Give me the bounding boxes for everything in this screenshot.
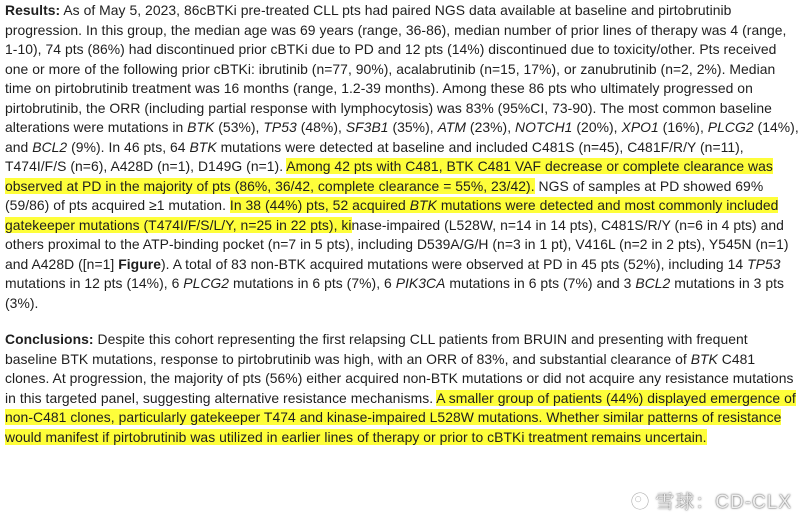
text-run: BCL2	[635, 275, 671, 291]
text-run: BTK	[690, 350, 718, 367]
text-run: BTK	[187, 119, 215, 135]
results-paragraph	[5, 0, 799, 313]
text-run: mutations in 12 pts (14%), 6	[5, 275, 184, 291]
text-run: BTK	[189, 138, 217, 155]
text-run: Despite this cohort representing the first relapsing CLL patients from BRUIN and presenting with frequent baseline BTK mutations, response to pirtobrutinib was high, with an ORR of 83%, and substantial clearance of	[5, 331, 748, 367]
text-run: mutations were detected at baseline and included C481S (n=45), C481F/R/Y (n=11), T474I/F/S (n=6), A428D (n=1), D149G (n=1).	[5, 138, 744, 174]
text-run: SF3B1	[345, 119, 389, 135]
text-run: (16%),	[658, 119, 708, 135]
watermark-text: 雪球：CD-CLX	[655, 492, 792, 513]
text-run: (35%),	[388, 119, 438, 135]
abstract-document	[5, 0, 799, 447]
text-run: C481 clones. At progression, the majority of pts (56%) either acquired non-BTK mutations or did not acquire any resistance mutations in this targeted panel, suggesting alternative resistance mechanisms.	[5, 350, 794, 406]
text-run: (23%),	[466, 119, 516, 135]
text-run: TP53	[263, 119, 297, 135]
highlighted-text: A smaller group of patients (44%) displayed emergence of non-C481 clones, particularly gatekeeper T474 and kinase-impaired L528W mutations. Whether similar patterns of resistance would manifest if pirtobrutinib was utilized in earlier lines of therapy or prior to cBTKi treatment remains uncertain.	[5, 389, 796, 445]
text-run: PLCG2	[707, 119, 754, 135]
conclusions-body	[5, 331, 796, 445]
text-run: mutations in 6 pts (7%), 6	[229, 275, 396, 291]
text-run: Figure	[118, 255, 161, 272]
highlighted-text: mutations were detected and most commonly included gatekeeper mutations (T474I/F/S/L/Y, n=25 in 22 pts), ki	[5, 197, 779, 233]
text-run: BCL2	[32, 138, 68, 155]
text-run: As of May 5, 2023, 86cBTKi pre-treated CLL pts had paired NGS data available at baseline and pirtobrutinib progression. In this group, the median age was 69 years (range, 36-86), median number of prior lines of therapy was 4 (range, 1-10), 74 pts (86%) had discontinued prior cBTKi due to PD and 12 pts (14%) discontinued due to toxicity/other. Pts received one or more of the following prior cBTKi: ibrutinib (n=77, 90%), acalabrutinib (n=15, 17%), or zanubrutinib (n=2, 2%). Median time on pirtobrutinib treatment was 16 months (range, 1.2-39 months). Among these 86 pts who ultimately progressed on pirtobrutinib, the ORR (including partial response with lymphocytosis) was 83% (95%CI, 73-90). The most common baseline alterations were mutations in	[5, 2, 787, 135]
snowball-logo-icon	[629, 490, 651, 512]
results-body	[5, 2, 799, 311]
text-run: (20%),	[572, 119, 622, 135]
text-run: (53%),	[214, 119, 264, 135]
text-run: mutations in 3 pts (3%).	[5, 275, 785, 311]
text-run: TP53	[747, 255, 781, 272]
text-run: XPO1	[621, 119, 659, 135]
text-run: mutations in 6 pts (7%) and 3	[445, 275, 636, 291]
conclusions-paragraph	[5, 330, 799, 447]
text-run: (14%), and	[5, 119, 799, 155]
text-run: nase-impaired (L528W, n=14 in 14 pts), C481S/R/Y (n=6 in 4 pts) and others proximal to the ATP-binding pocket (n=7 in 5 pts), including D539A/G/H (n=3 in 1 pt), V416L (n=2 in 2 pts), Y545N (n=1) and A428D ([n=1]	[5, 216, 789, 272]
text-run: (48%),	[296, 119, 346, 135]
text-run: PIK3CA	[395, 275, 446, 291]
highlighted-text: In 38 (44%) pts, 52 acquired	[229, 197, 410, 213]
text-run: PLCG2	[183, 275, 230, 291]
conclusions-label: Conclusions:	[5, 331, 94, 347]
highlighted-text: Among 42 pts with C481, BTK C481 VAF decrease or complete clearance was observed at PD in the majority of pts (86%, 36/42, complete clearance = 55%, 23/42).	[5, 158, 773, 194]
text-run: ). A total of 83 non-BTK acquired mutations were observed at PD in 45 pts (52%), including 14	[160, 255, 748, 272]
text-run: ATM	[437, 119, 467, 135]
text-run: (9%). In 46 pts, 64	[67, 138, 190, 155]
highlighted-text: BTK	[409, 197, 437, 213]
text-run: NGS of samples at PD showed 69% (59/86) of pts acquired ≥1 mutation.	[5, 177, 764, 213]
watermark	[629, 487, 792, 514]
results-label: Results:	[5, 2, 61, 18]
text-run: NOTCH1	[515, 119, 573, 135]
